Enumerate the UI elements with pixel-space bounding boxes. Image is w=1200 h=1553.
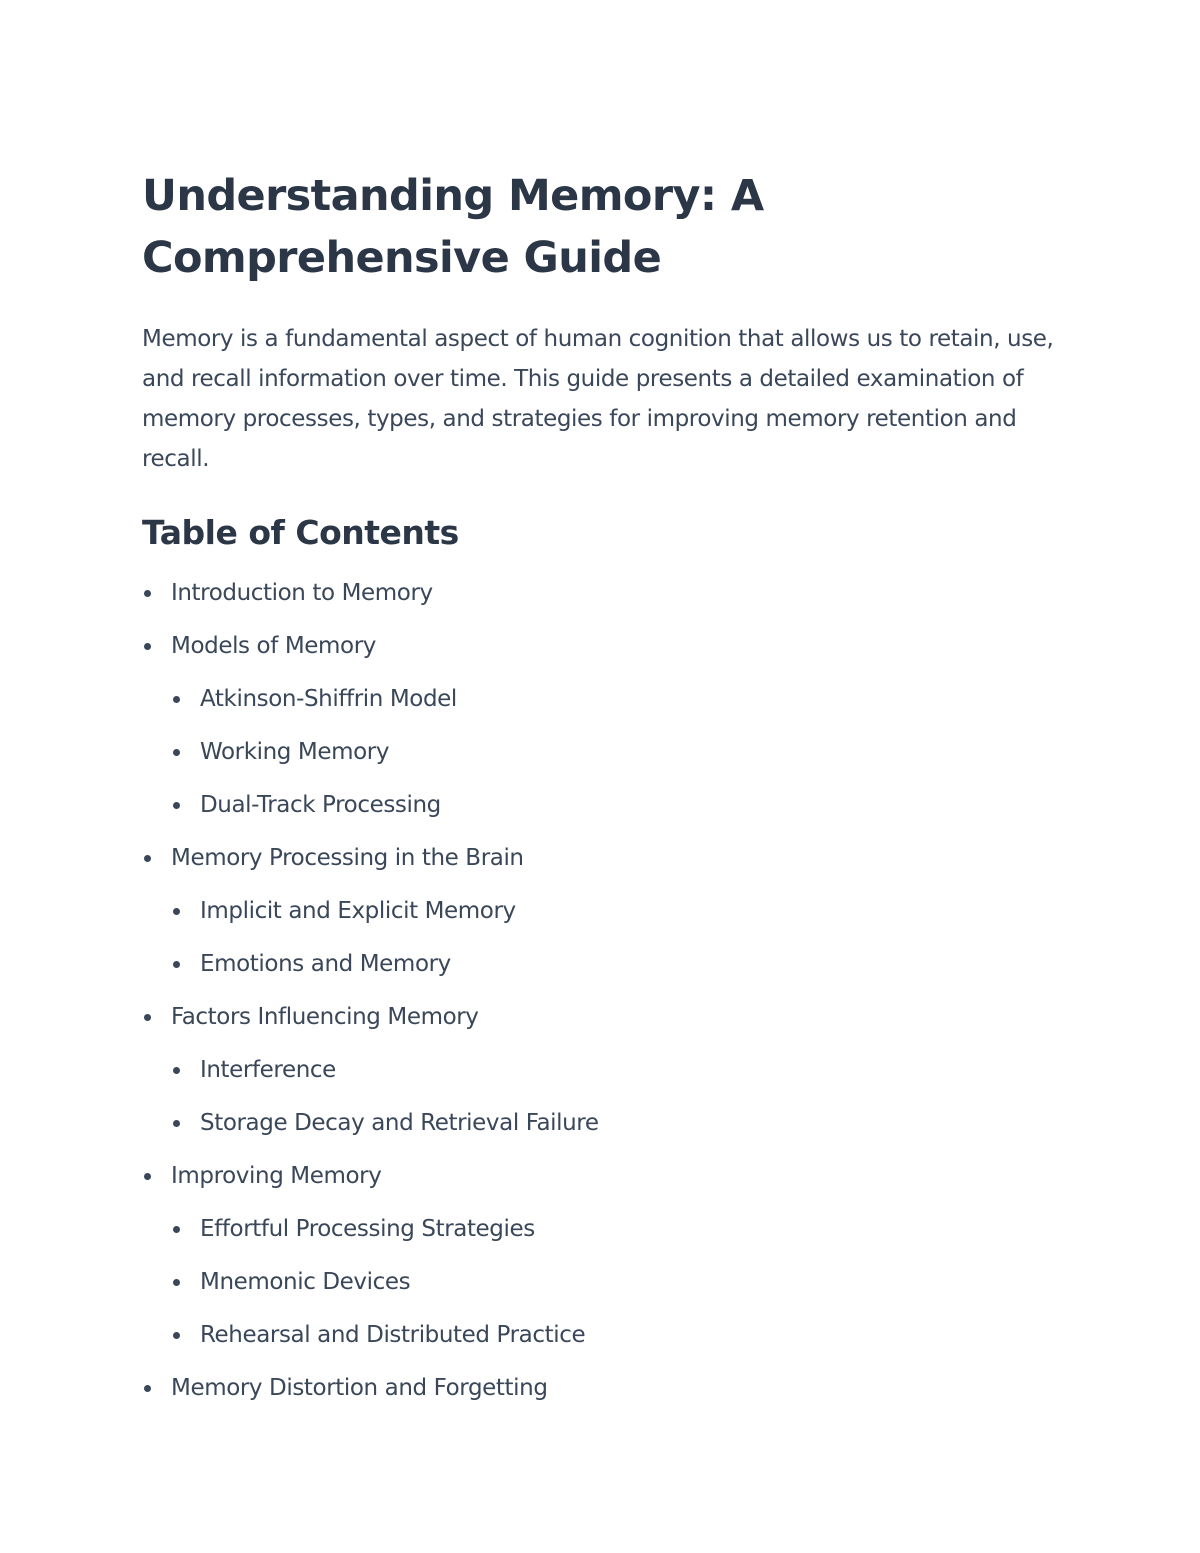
page-title: Understanding Memory: A Comprehensive Guide (142, 171, 764, 283)
toc-item: Factors Influencing Memory (142, 998, 1062, 1051)
toc-subitem: Rehearsal and Distributed Practice (142, 1316, 1062, 1369)
table-of-contents (142, 574, 1062, 1422)
toc-item: Memory Processing in the Brain (142, 839, 1062, 892)
document-page (142, 165, 1062, 1422)
toc-subitem: Working Memory (142, 733, 1062, 786)
toc-subitem: Effortful Processing Strategies (142, 1210, 1062, 1263)
toc-subitem: Emotions and Memory (142, 945, 1062, 998)
toc-subitem: Dual-Track Processing (142, 786, 1062, 839)
toc-subitem: Storage Decay and Retrieval Failure (142, 1104, 1062, 1157)
toc-subitem: Mnemonic Devices (142, 1263, 1062, 1316)
toc-item: Improving Memory (142, 1157, 1062, 1210)
toc-heading: Table of Contents (142, 513, 459, 552)
toc-item: Memory Distortion and Forgetting (142, 1369, 1062, 1422)
toc-subitem: Atkinson-Shiffrin Model (142, 680, 1062, 733)
toc-subitem: Interference (142, 1051, 1062, 1104)
toc-item: Models of Memory (142, 627, 1062, 680)
toc-subitem: Implicit and Explicit Memory (142, 892, 1062, 945)
intro-paragraph: Memory is a fundamental aspect of human cognition that allows us to retain, use, and recall information over time. This guide presents a detailed examination of memory processes, types, and strategies for improving memory retention and recall. (142, 326, 1054, 472)
toc-item: Introduction to Memory (142, 574, 1062, 627)
